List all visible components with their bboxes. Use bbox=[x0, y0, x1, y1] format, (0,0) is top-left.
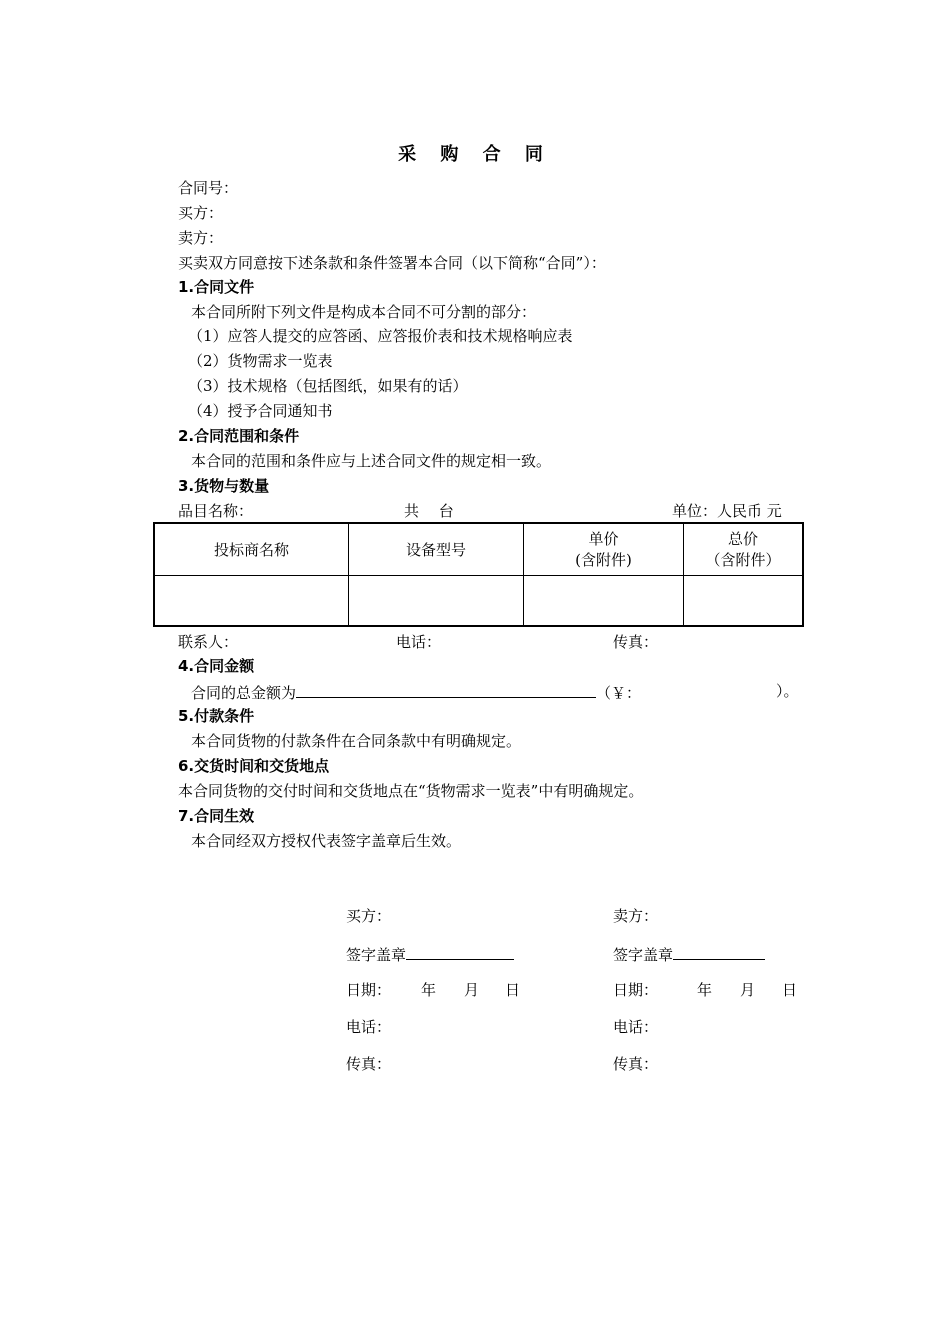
buyer-date-year: 年 bbox=[421, 981, 437, 999]
goods-table-row bbox=[154, 575, 803, 626]
seller-signature-blank[interactable] bbox=[673, 943, 765, 960]
section-7-text: 本合同经双方授权代表签字盖章后生效。 bbox=[191, 832, 462, 850]
section-1-item: （1）应答人提交的应答函、应答报价表和技术规格响应表 bbox=[188, 327, 573, 345]
section-6-heading: 6.交货时间和交货地点 bbox=[178, 757, 330, 775]
section-4-line bbox=[191, 681, 641, 703]
table-cell[interactable] bbox=[349, 575, 524, 626]
seller-date-day: 日 bbox=[782, 981, 798, 999]
section-4-heading: 4.合同金额 bbox=[178, 657, 255, 675]
section-2-heading: 2.合同范围和条件 bbox=[178, 427, 300, 445]
section-1-item: （3）技术规格（包括图纸，如果有的话） bbox=[188, 377, 468, 395]
bidder-name-header bbox=[154, 523, 349, 575]
buyer-date-day: 日 bbox=[505, 981, 521, 999]
section-1-item: （4）授予合同通知书 bbox=[188, 402, 333, 420]
seller-sign-line bbox=[613, 943, 765, 965]
section-6-text: 本合同货物的交付时间和交货地点在“货物需求一览表”中有明确规定。 bbox=[178, 782, 644, 800]
contact-label: 联系人： bbox=[178, 633, 239, 651]
goods-table bbox=[153, 522, 804, 627]
section-1-heading: 1.合同文件 bbox=[178, 278, 255, 296]
header-label: 总价 bbox=[727, 530, 758, 549]
total-amount-blank[interactable] bbox=[296, 681, 596, 698]
seller-date-year: 年 bbox=[697, 981, 713, 999]
table-cell[interactable] bbox=[524, 575, 684, 626]
goods-table-header-row bbox=[154, 523, 803, 575]
document-title: 采 购 合 同 bbox=[398, 144, 552, 165]
total-amount-label: 合同的总金额为 bbox=[191, 684, 297, 702]
table-cell[interactable] bbox=[684, 575, 804, 626]
contract-number-label: 合同号： bbox=[178, 179, 239, 197]
unit-price-header bbox=[524, 523, 684, 575]
buyer-date-month: 月 bbox=[464, 981, 480, 999]
seller-label: 卖方： bbox=[178, 229, 224, 247]
header-label: 投标商名称 bbox=[213, 540, 289, 559]
buyer-date-label: 日期： bbox=[346, 981, 392, 999]
buyer-label: 买方： bbox=[178, 204, 224, 222]
section-7-heading: 7.合同生效 bbox=[178, 807, 255, 825]
amount-close-paren: ）。 bbox=[776, 682, 799, 700]
buyer-sign-line bbox=[346, 943, 514, 965]
buyer-sign-label: 签字盖章 bbox=[346, 946, 407, 964]
section-1-item: （2）货物需求一览表 bbox=[188, 352, 333, 370]
header-sublabel: (含附件) bbox=[575, 551, 632, 570]
phone-label: 电话： bbox=[396, 633, 442, 651]
section-5-text: 本合同货物的付款条件在合同条款中有明确规定。 bbox=[191, 732, 522, 750]
total-price-header bbox=[684, 523, 804, 575]
section-1-intro: 本合同所附下列文件是构成本合同不可分割的部分： bbox=[191, 303, 537, 321]
seller-fax-label: 传真： bbox=[613, 1055, 659, 1073]
table-cell[interactable] bbox=[154, 575, 349, 626]
header-label: 设备型号 bbox=[405, 540, 466, 559]
seller-date-label: 日期： bbox=[613, 981, 659, 999]
seller-sign-label: 签字盖章 bbox=[613, 946, 674, 964]
header-label: 单价 bbox=[588, 530, 619, 549]
seller-date-month: 月 bbox=[740, 981, 756, 999]
buyer-fax-label: 传真： bbox=[346, 1055, 392, 1073]
model-header bbox=[349, 523, 524, 575]
total-units-label: 共 台 bbox=[404, 502, 454, 520]
section-3-heading: 3.货物与数量 bbox=[178, 477, 270, 495]
seller-sign-party: 卖方： bbox=[613, 907, 659, 925]
section-5-heading: 5.付款条件 bbox=[178, 707, 255, 725]
buyer-signature-blank[interactable] bbox=[406, 943, 514, 960]
currency-unit-label: 单位：人民币 元 bbox=[672, 502, 782, 520]
preamble-text: 买卖双方同意按下述条款和条件签署本合同（以下简称“合同”）： bbox=[178, 254, 606, 272]
item-name-label: 品目名称： bbox=[178, 502, 254, 520]
section-2-text: 本合同的范围和条件应与上述合同文件的规定相一致。 bbox=[191, 452, 552, 470]
buyer-phone-label: 电话： bbox=[346, 1018, 392, 1036]
fax-label: 传真： bbox=[613, 633, 659, 651]
header-sublabel: （含附件） bbox=[705, 551, 781, 570]
seller-phone-label: 电话： bbox=[613, 1018, 659, 1036]
buyer-sign-party: 买方： bbox=[346, 907, 392, 925]
currency-symbol-label: （￥： bbox=[596, 684, 642, 702]
